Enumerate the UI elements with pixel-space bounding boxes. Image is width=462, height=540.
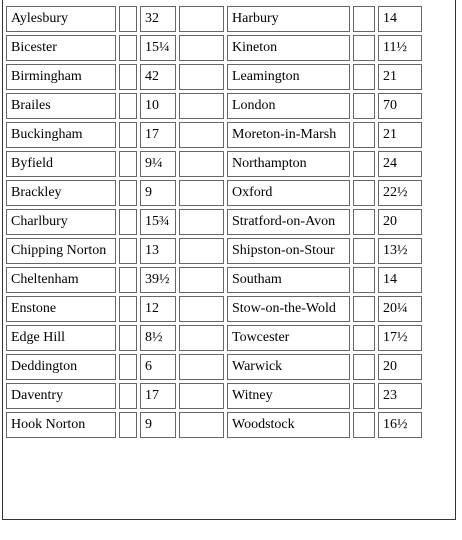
right-miles-cell: 22½ xyxy=(378,180,422,206)
table-row xyxy=(6,180,422,206)
empty-cell xyxy=(119,383,137,409)
empty-cell xyxy=(119,93,137,119)
left-miles-cell: 9¼ xyxy=(140,151,176,177)
left-town-cell: Brackley xyxy=(6,180,116,206)
table-row xyxy=(6,238,422,264)
empty-cell xyxy=(353,238,375,264)
empty-cell xyxy=(119,412,137,438)
right-town-cell: Kineton xyxy=(227,35,350,61)
right-miles-cell: 11½ xyxy=(378,35,422,61)
right-town-cell: Harbury xyxy=(227,6,350,32)
empty-cell xyxy=(179,93,224,119)
empty-cell xyxy=(179,35,224,61)
empty-cell xyxy=(179,122,224,148)
left-miles-cell: 10 xyxy=(140,93,176,119)
empty-cell xyxy=(179,383,224,409)
empty-cell xyxy=(179,209,224,235)
empty-cell xyxy=(119,325,137,351)
right-miles-cell: 17½ xyxy=(378,325,422,351)
left-town-cell: Bicester xyxy=(6,35,116,61)
empty-cell xyxy=(119,35,137,61)
right-miles-cell: 24 xyxy=(378,151,422,177)
table-row xyxy=(6,296,422,322)
right-miles-cell: 20¼ xyxy=(378,296,422,322)
right-miles-cell: 14 xyxy=(378,267,422,293)
right-miles-cell: 20 xyxy=(378,209,422,235)
table-row xyxy=(6,267,422,293)
left-miles-cell: 9 xyxy=(140,180,176,206)
empty-cell xyxy=(119,6,137,32)
right-miles-cell: 21 xyxy=(378,122,422,148)
right-town-cell: Shipston-on-Stour xyxy=(227,238,350,264)
right-miles-cell: 16½ xyxy=(378,412,422,438)
empty-cell xyxy=(119,151,137,177)
right-town-cell: Stratford-on-Avon xyxy=(227,209,350,235)
empty-cell xyxy=(353,35,375,61)
left-miles-cell: 42 xyxy=(140,64,176,90)
left-miles-cell: 39½ xyxy=(140,267,176,293)
empty-cell xyxy=(353,93,375,119)
empty-cell xyxy=(353,209,375,235)
empty-cell xyxy=(119,64,137,90)
right-town-cell: Moreton-in-Marsh xyxy=(227,122,350,148)
empty-cell xyxy=(353,412,375,438)
table-row xyxy=(6,325,422,351)
empty-cell xyxy=(353,383,375,409)
empty-cell xyxy=(119,180,137,206)
table-row xyxy=(6,122,422,148)
empty-cell xyxy=(179,325,224,351)
empty-cell xyxy=(353,296,375,322)
empty-cell xyxy=(179,151,224,177)
empty-cell xyxy=(353,64,375,90)
table-row xyxy=(6,209,422,235)
left-miles-cell: 12 xyxy=(140,296,176,322)
distance-table xyxy=(3,3,425,441)
table-row xyxy=(6,412,422,438)
right-town-cell: Stow-on-the-Wold xyxy=(227,296,350,322)
empty-cell xyxy=(353,267,375,293)
empty-cell xyxy=(179,412,224,438)
right-town-cell: London xyxy=(227,93,350,119)
right-miles-cell: 14 xyxy=(378,6,422,32)
left-town-cell: Brailes xyxy=(6,93,116,119)
left-miles-cell: 8½ xyxy=(140,325,176,351)
left-town-cell: Buckingham xyxy=(6,122,116,148)
table-row xyxy=(6,383,422,409)
left-miles-cell: 9 xyxy=(140,412,176,438)
right-miles-cell: 20 xyxy=(378,354,422,380)
empty-cell xyxy=(179,238,224,264)
left-miles-cell: 6 xyxy=(140,354,176,380)
empty-cell xyxy=(119,238,137,264)
left-town-cell: Chipping Norton xyxy=(6,238,116,264)
left-town-cell: Birmingham xyxy=(6,64,116,90)
empty-cell xyxy=(179,267,224,293)
table-row xyxy=(6,64,422,90)
empty-cell xyxy=(119,296,137,322)
right-town-cell: Leamington xyxy=(227,64,350,90)
empty-cell xyxy=(179,6,224,32)
empty-cell xyxy=(119,267,137,293)
right-town-cell: Woodstock xyxy=(227,412,350,438)
empty-cell xyxy=(353,325,375,351)
empty-cell xyxy=(119,354,137,380)
table-row xyxy=(6,151,422,177)
empty-cell xyxy=(179,296,224,322)
right-miles-cell: 13½ xyxy=(378,238,422,264)
left-town-cell: Hook Norton xyxy=(6,412,116,438)
right-miles-cell: 23 xyxy=(378,383,422,409)
table-row xyxy=(6,93,422,119)
right-town-cell: Witney xyxy=(227,383,350,409)
left-town-cell: Cheltenham xyxy=(6,267,116,293)
left-town-cell: Daventry xyxy=(6,383,116,409)
left-town-cell: Aylesbury xyxy=(6,6,116,32)
left-miles-cell: 17 xyxy=(140,122,176,148)
left-miles-cell: 32 xyxy=(140,6,176,32)
left-town-cell: Deddington xyxy=(6,354,116,380)
left-town-cell: Edge Hill xyxy=(6,325,116,351)
right-town-cell: Towcester xyxy=(227,325,350,351)
table-row xyxy=(6,6,422,32)
empty-cell xyxy=(179,64,224,90)
empty-cell xyxy=(353,122,375,148)
empty-cell xyxy=(119,209,137,235)
empty-cell xyxy=(353,180,375,206)
right-town-cell: Warwick xyxy=(227,354,350,380)
left-town-cell: Byfield xyxy=(6,151,116,177)
empty-cell xyxy=(353,6,375,32)
empty-cell xyxy=(119,122,137,148)
left-town-cell: Charlbury xyxy=(6,209,116,235)
table-row xyxy=(6,354,422,380)
right-miles-cell: 21 xyxy=(378,64,422,90)
empty-cell xyxy=(179,354,224,380)
right-town-cell: Oxford xyxy=(227,180,350,206)
left-miles-cell: 13 xyxy=(140,238,176,264)
empty-cell xyxy=(353,151,375,177)
left-miles-cell: 17 xyxy=(140,383,176,409)
right-miles-cell: 70 xyxy=(378,93,422,119)
empty-cell xyxy=(353,354,375,380)
left-miles-cell: 15¾ xyxy=(140,209,176,235)
left-town-cell: Enstone xyxy=(6,296,116,322)
left-miles-cell: 15¼ xyxy=(140,35,176,61)
table-row xyxy=(6,35,422,61)
right-town-cell: Northampton xyxy=(227,151,350,177)
right-town-cell: Southam xyxy=(227,267,350,293)
empty-cell xyxy=(179,180,224,206)
